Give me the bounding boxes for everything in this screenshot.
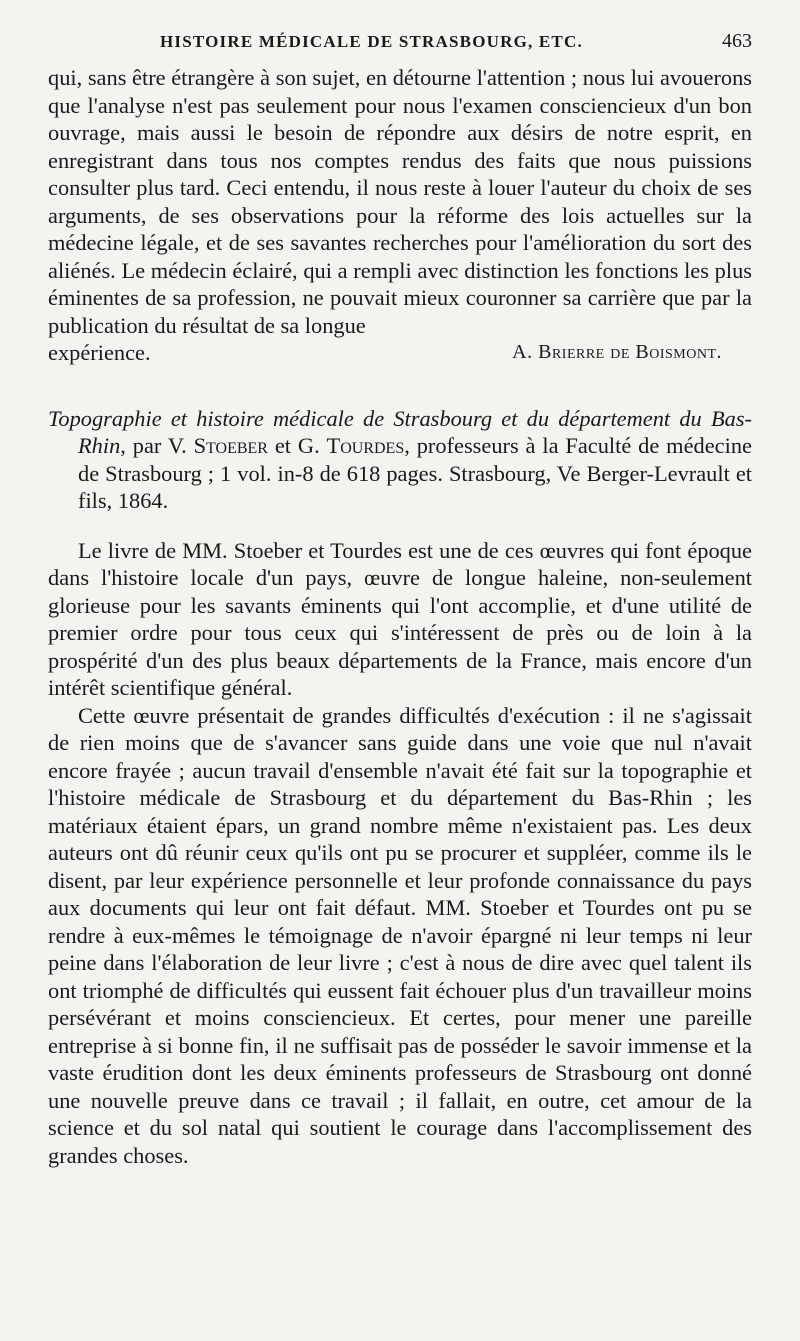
signature-line [48,339,752,367]
review-signature: A. Brierre de Boismont. [512,341,722,363]
body-paragraph-2: Cette œuvre présentait de grandes difficultés d'exécution : il ne s'agissait de rien moins que de s'avancer sans guide dans une voie que nul n'avait encore frayée ; aucun travail d'ensemble n'avait été fait sur la topographie et l'histoire médicale de Strasbourg et du département du Bas-Rhin ; les matériaux étaient épars, un grand nombre même n'existaient pas. Les deux auteurs ont dû réunir ceux qu'ils ont pu se procurer et suppléer, comme ils le disent, par leur expérience personnelle et leur profonde connaissance du pays aux documents qui leur ont fait défaut. MM. Stoeber et Tourdes ont pu se rendre à eux-mêmes le témoignage de n'avoir épargné ni leur temps ni leur peine dans l'élaboration de leur livre ; c'est à nous de dire avec quel talent ils ont triomphé de difficultés qui eussent fait échouer plus d'un travailleur moins persévérant et moins consciencieux. Et certes, pour mener une pareille entreprise à si bonne fin, il ne suffisait pas de posséder le savoir immense et la vaste érudition dont les deux éminents professeurs de Strasbourg ont donné une nouvelle preuve dans ce travail ; il fallait, en outre, cet amour de la science et du sol natal qui soutient le courage dans l'accomplissement des grandes choses. [48,702,752,1168]
body-paragraph-1: Le livre de MM. Stoeber et Tourdes est une de ces œuvres qui font époque dans l'histoire locale d'un pays, œuvre de longue haleine, non-seulement glorieuse pour les savants éminents qui l'ont accomplie, et d'une utilité de premier ordre pour tous ceux qui s'intéressent de près ou de loin à la prospérité d'un des plus beaux départements de la France, mais encore d'un intérêt scientifique général. [48,537,752,700]
last-word: expérience. [48,340,151,365]
book-and: et G. [274,433,320,458]
page-number: 463 [722,30,752,52]
book-by: , par V. [120,433,187,458]
review-ending-paragraph: qui, sans être étrangère à son sujet, en détourne l'attention ; nous lui avouerons que l'analyse n'est pas seulement pour nous l'examen consciencieux d'un bon ouvrage, mais aussi le besoin de répondre aux désirs de notre esprit, en enregistrant dans tous nos comptes rendus des faits que nous puissions consulter plus tard. Ceci entendu, il nous reste à louer l'auteur du choix de ses arguments, de ses observations pour la réforme des lois actuelles sur la médecine légale, et de ses savantes recherches pour l'amélioration du sort des aliénés. Le médecin éclairé, qui a rempli avec distinction les fonctions les plus éminentes de sa profession, ne pouvait mieux couronner sa carrière que par la publication du résultat de sa longue [48,65,752,338]
book-author-1: Stoeber [193,433,268,458]
book-details: , professeurs à la Faculté de médecine de Strasbourg ; 1 vol. in-8 de 618 pages. Strasbourg, Ve Berger-Levrault et fils, 1864. [78,433,752,513]
book-author-2: Tourdes [326,433,405,458]
running-head [160,30,752,64]
book-title: Topographie et histoire médicale de Strasbourg et du département du Bas-Rhin [48,405,752,458]
book-reference [48,405,752,515]
running-title: HISTOIRE MÉDICALE DE STRASBOURG, ETC. [160,32,583,51]
